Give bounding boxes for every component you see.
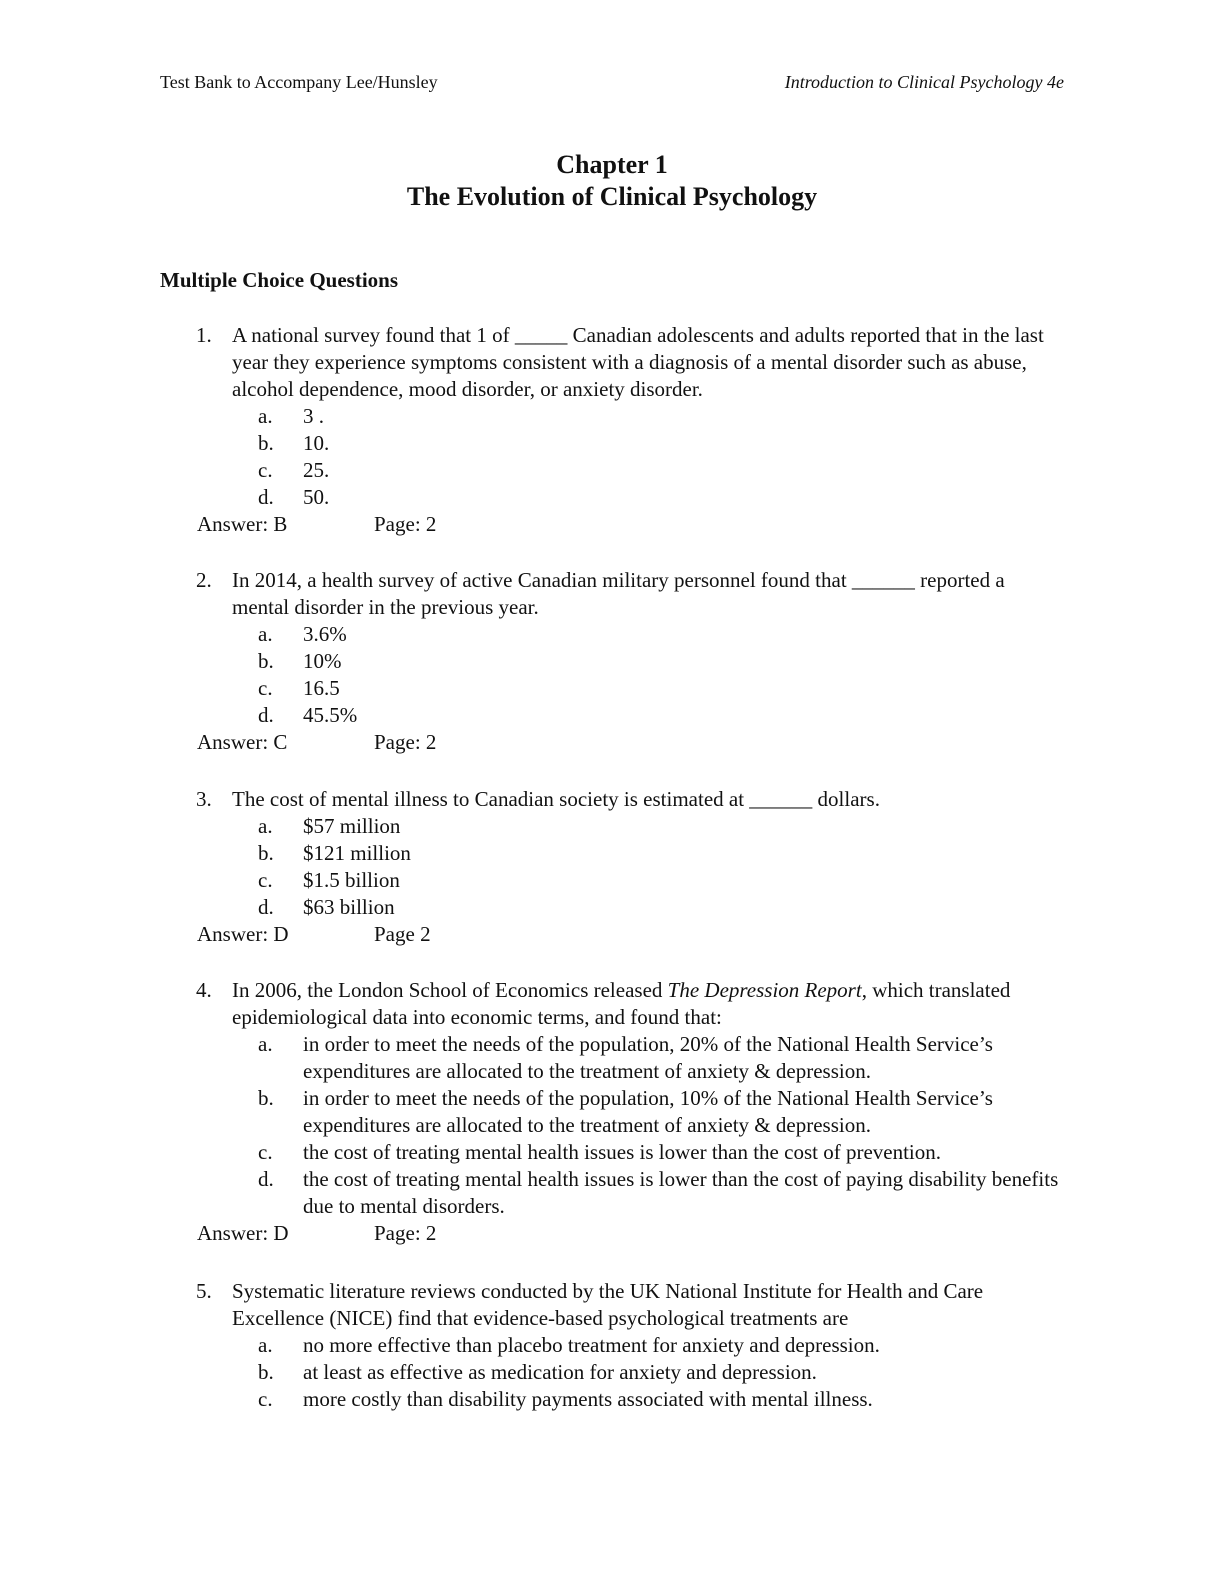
page-ref: Page: 2 (374, 512, 437, 536)
option-text: in order to meet the needs of the population, 20% of the National Health Service’s expenditures are allocated to the treatment of anxiety & depression. (303, 1032, 993, 1083)
option-letter: c. (258, 676, 273, 700)
option-text: 10% (303, 649, 342, 673)
option-letter: a. (258, 622, 273, 646)
option-letter: a. (258, 814, 273, 838)
option (160, 1386, 1060, 1413)
option-text: $57 million (303, 814, 401, 838)
question-number: 5. (196, 1279, 212, 1303)
question-1 (160, 322, 1060, 538)
option-letter: a. (258, 404, 273, 428)
option-letter: a. (258, 1333, 273, 1357)
option-letter: c. (258, 1140, 273, 1164)
option-text: 45.5% (303, 703, 358, 727)
option-text: 3.6% (303, 622, 347, 646)
answer-line (160, 729, 1060, 756)
question-stem (160, 567, 1060, 621)
question-number: 3. (196, 787, 212, 811)
option-text: at least as effective as medication for anxiety and depression. (303, 1360, 817, 1384)
answer-line (160, 921, 1060, 948)
question-text: The cost of mental illness to Canadian society is estimated at ______ dollars. (232, 787, 880, 811)
option (160, 1166, 1060, 1220)
answer-key: Answer: D (197, 922, 289, 946)
option-letter: c. (258, 1387, 273, 1411)
option-text: more costly than disability payments associated with mental illness. (303, 1387, 873, 1411)
option-text: no more effective than placebo treatment for anxiety and depression. (303, 1333, 880, 1357)
section-title: Multiple Choice Questions (160, 268, 399, 292)
option (160, 648, 1060, 675)
question-stem (160, 786, 1060, 813)
running-header-left: Test Bank to Accompany Lee/Hunsley (160, 72, 438, 92)
question-number: 4. (196, 978, 212, 1002)
option-text: $63 billion (303, 895, 395, 919)
option-letter: c. (258, 868, 273, 892)
question-5 (160, 1278, 1060, 1413)
question-text-after: , which translated epidemiological data into economic terms, and found that: (232, 978, 1011, 1029)
option (160, 621, 1060, 648)
option-text: 25. (303, 458, 330, 482)
option-letter: c. (258, 458, 273, 482)
option-text: in order to meet the needs of the population, 10% of the National Health Service’s expenditures are allocated to the treatment of anxiety & depression. (303, 1086, 993, 1137)
option-letter: b. (258, 1360, 274, 1384)
answer-key: Answer: B (197, 512, 288, 536)
option-letter: d. (258, 1167, 274, 1191)
option (160, 403, 1060, 430)
question-text-before: In 2006, the London School of Economics released (232, 978, 668, 1002)
option (160, 457, 1060, 484)
option (160, 484, 1060, 511)
option (160, 1332, 1060, 1359)
report-title: The Depression Report (667, 978, 862, 1002)
chapter-number: Chapter 1 (556, 150, 668, 179)
option-text: $121 million (303, 841, 411, 865)
page-ref: Page: 2 (374, 1221, 437, 1245)
option-letter: d. (258, 895, 274, 919)
page-ref: Page 2 (374, 922, 431, 946)
option-letter: b. (258, 1086, 274, 1110)
question-text: In 2014, a health survey of active Canadian military personnel found that ______ reported a mental disorder in the previous year. (232, 568, 1005, 619)
option-text: 16.5 (303, 676, 340, 700)
option (160, 430, 1060, 457)
answer-key: Answer: D (197, 1221, 289, 1245)
option-text: the cost of treating mental health issues is lower than the cost of prevention. (303, 1140, 941, 1164)
question-number: 2. (196, 568, 212, 592)
answer-key: Answer: C (197, 730, 288, 754)
option-text: the cost of treating mental health issues is lower than the cost of paying disability benefits due to mental disorders. (303, 1167, 1059, 1218)
running-header-right: Introduction to Clinical Psychology 4e (784, 72, 1064, 92)
option (160, 1031, 1060, 1085)
chapter-title: The Evolution of Clinical Psychology (406, 182, 818, 211)
option (160, 675, 1060, 702)
option-text: $1.5 billion (303, 868, 400, 892)
option-text: 50. (303, 485, 330, 509)
question-stem (160, 977, 1060, 1031)
option (160, 1139, 1060, 1166)
option-text: 10. (303, 431, 330, 455)
option-letter: a. (258, 1032, 273, 1056)
option (160, 813, 1060, 840)
answer-line (160, 1220, 1060, 1247)
option-letter: b. (258, 431, 274, 455)
option-letter: b. (258, 649, 274, 673)
question-3 (160, 786, 1060, 948)
option-letter: d. (258, 485, 274, 509)
option-letter: d. (258, 703, 274, 727)
question-stem (160, 1278, 1060, 1332)
option (160, 894, 1060, 921)
question-text: Systematic literature reviews conducted by the UK National Institute for Health and Care Excellence (NICE) find that evidence-based psychological treatments are (232, 1279, 984, 1330)
option (160, 867, 1060, 894)
question-2 (160, 567, 1060, 756)
option (160, 1359, 1060, 1386)
option (160, 840, 1060, 867)
answer-line (160, 511, 1060, 538)
question-4 (160, 977, 1060, 1247)
option (160, 1085, 1060, 1139)
question-stem (160, 322, 1060, 403)
option-text: 3 . (303, 404, 324, 428)
question-number: 1. (196, 323, 212, 347)
page-ref: Page: 2 (374, 730, 437, 754)
question-text: A national survey found that 1 of _____ Canadian adolescents and adults reported that in the last year they experience symptoms consistent with a diagnosis of a mental disorder such as abuse, alcohol dependence, mood disorder, or anxiety disorder. (232, 323, 1044, 401)
option (160, 702, 1060, 729)
option-letter: b. (258, 841, 274, 865)
